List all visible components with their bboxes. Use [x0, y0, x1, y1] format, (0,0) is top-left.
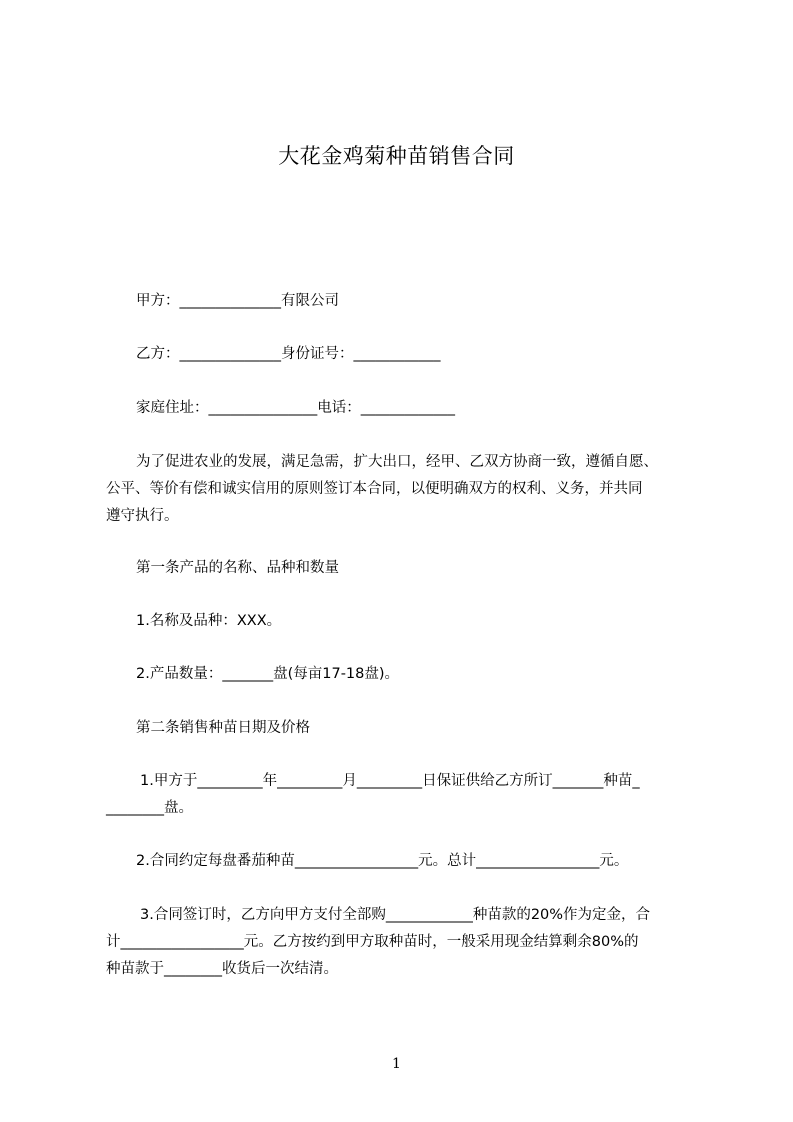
article-2-item-3-line: 计_________________元。乙方按约到甲方取种苗时，一般采用现金结算剩余80%的 [106, 934, 639, 950]
article-2-heading: 第二条销售种苗日期及价格 [136, 720, 310, 736]
article-2-item-3-line: 3.合同签订时，乙方向甲方支付全部购____________种苗款的20%作为定金，合 [140, 907, 651, 923]
preamble-line: 为了促进农业的发展，满足急需，扩大出口，经甲、乙双方协商一致，遵循自愿、 [136, 454, 658, 470]
article-2-item-1-line: 1.甲方于_________年_________月_________日保证供给乙方所订_______种苗_ [140, 773, 640, 789]
article-1-item-2: 2.产品数量：_______盘(每亩17-18盘)。 [136, 666, 400, 682]
preamble-line: 遵守执行。 [106, 508, 179, 524]
preamble-line: 公平、等价有偿和诚实信用的原则签订本合同，以便明确双方的权利、义务，并共同 [106, 481, 643, 497]
page-number: 1 [392, 1056, 401, 1072]
article-1-heading: 第一条产品的名称、品种和数量 [136, 560, 339, 576]
article-1-item-1: 1.名称及品种：XXX。 [136, 613, 282, 629]
article-2-item-3-line: 种苗款于________收货后一次结清。 [106, 961, 338, 977]
party-a-line: 甲方：______________有限公司 [136, 293, 339, 309]
party-b-line: 乙方：______________身份证号：____________ [136, 346, 441, 362]
article-2-item-1-line: ________盘。 [106, 800, 193, 816]
address-line: 家庭住址：_______________电话：_____________ [136, 400, 455, 416]
document-title: 大花金鸡菊种苗销售合同 [278, 144, 515, 168]
article-2-item-2: 2.合同约定每盘番茄种苗_________________元。总计_________________元。 [136, 853, 629, 869]
